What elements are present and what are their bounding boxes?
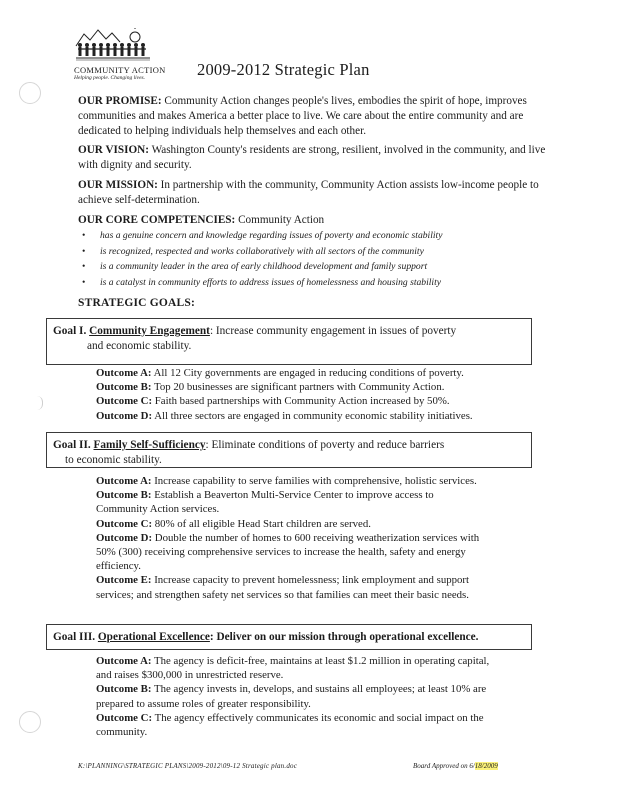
goal-1-label: Goal I. — [53, 325, 87, 337]
outcome-label: Outcome B: — [96, 381, 152, 394]
competencies-heading: OUR CORE COMPETENCIES: — [78, 214, 236, 226]
outcome-2b — [96, 488, 536, 516]
outcome-text: 80% of all eligible Head Start children are served. — [154, 517, 371, 530]
goal-3-outcomes — [96, 654, 536, 739]
outcome-3a — [96, 654, 536, 682]
outcome-2e — [96, 573, 536, 601]
outcome-text: Establish a Beaverton Multi-Service Center to improve access to — [154, 489, 434, 502]
promise-heading: OUR PROMISE: — [78, 95, 162, 107]
goal-2-label: Goal II. — [53, 439, 91, 451]
approval-date-highlight: 18/2009 — [474, 762, 498, 770]
goal-3-box — [46, 624, 532, 650]
outcome-text: Increase capability to serve families with comprehensive, holistic services. — [154, 475, 477, 487]
vision-heading: OUR VISION: — [78, 144, 149, 156]
outcome-3b — [96, 682, 536, 710]
goal-1-desc: : Increase community engagement in issues of poverty — [209, 325, 457, 337]
list-item: • is a community leader in the area of early childhood development and family support — [82, 259, 442, 275]
outcome-2c — [96, 517, 536, 531]
goal-2-box — [46, 432, 532, 468]
outcome-label: Outcome E: — [96, 574, 152, 587]
outcome-text-cont: 50% (300) receiving comprehensive services to increase the health, safety and energy — [96, 546, 466, 559]
outcome-text: The agency invests in, develops, and sustains all employees; at least 10% are — [154, 683, 487, 696]
outcome-label: Outcome D: — [96, 531, 153, 544]
list-item: • is recognized, respected and works collaboratively with all sectors of the community — [82, 244, 442, 260]
outcome-2a — [96, 474, 536, 488]
page-mark — [37, 396, 43, 410]
outcome-text: Faith based partnerships with Community Action increased by 50%. — [154, 395, 450, 408]
promise-text: Community Action changes people's lives, embodies the spirit of hope, improves communities and makes America a better place to live. We care about the entire community and are dedicated to helping individuals help themselves and each other. — [78, 95, 527, 137]
outcome-text-cont: services; and strengthen safety net services so that families can meet their basic needs. — [96, 588, 469, 601]
list-item: • has a genuine concern and knowledge regarding issues of poverty and economic stability — [82, 228, 442, 244]
outcome-text-cont: prepared to assume roles of greater responsibility. — [96, 697, 311, 710]
outcome-label: Outcome C: — [96, 711, 153, 724]
logo-tagline: Helping people. Changing lives. — [74, 75, 146, 81]
competencies-section — [78, 213, 548, 228]
outcome-text: Top 20 businesses are significant partners with Community Action. — [154, 381, 445, 394]
goal-2-name: Family Self-Sufficiency — [93, 439, 206, 451]
page-title: 2009-2012 Strategic Plan — [197, 60, 370, 79]
outcome-text-cont: efficiency. — [96, 560, 141, 573]
outcome-label: Outcome D: — [96, 409, 153, 422]
goal-2-desc: : Eliminate conditions of poverty and reduce barriers — [205, 439, 445, 451]
outcome-label: Outcome C: — [96, 395, 153, 408]
logo-name: COMMUNITY ACTION — [74, 65, 166, 75]
footer-file-path: K:\PLANNING\STRATEGIC PLANS\2009-2012\09-12 Strategic plan.doc — [78, 762, 298, 770]
outcome-text-cont: Community Action services. — [96, 503, 220, 516]
outcome-text: All 12 City governments are engaged in reducing conditions of poverty. — [153, 367, 464, 379]
goal-1-box — [46, 318, 532, 365]
outcome-label: Outcome C: — [96, 517, 153, 530]
promise-section — [78, 94, 548, 139]
outcome-text: The agency is deficit-free, maintains at least $1.2 million in operating capital, — [154, 655, 490, 667]
people-chain-icon — [74, 28, 156, 68]
outcome-label: Outcome A: — [96, 475, 152, 487]
goal-1-desc-cont: and economic stability. — [87, 339, 192, 352]
outcome-text: The agency effectively communicates its economic and social impact on the — [154, 711, 484, 724]
outcome-label: Outcome A: — [96, 367, 152, 379]
competencies-list — [82, 228, 442, 290]
approval-text: Board Approved on 6/ — [413, 762, 475, 770]
goal-1-name: Community Engagement — [89, 325, 210, 337]
outcome-1c — [96, 394, 536, 408]
outcome-text-cont: community. — [96, 726, 148, 739]
goal-3-label: Goal III. — [53, 631, 96, 643]
competencies-text: Community Action — [235, 214, 325, 226]
goal-2-desc-cont: to economic stability. — [65, 453, 162, 466]
goal-3-name: Operational Excellence — [97, 631, 210, 643]
outcome-3c — [96, 711, 536, 739]
footer-approval — [413, 762, 498, 770]
goal-1-outcomes — [96, 366, 536, 423]
outcome-label: Outcome B: — [96, 489, 152, 502]
outcome-1b — [96, 380, 536, 394]
outcome-1d — [96, 409, 536, 423]
mission-section — [78, 178, 548, 208]
punch-hole-top — [19, 82, 41, 104]
mission-heading: OUR MISSION: — [78, 179, 158, 191]
punch-hole-bottom — [19, 711, 41, 733]
outcome-1a — [96, 366, 536, 380]
outcome-text-cont: and raises $300,000 in unrestricted reserve. — [96, 669, 284, 682]
outcome-text: Double the number of homes to 600 receiving weatherization services with — [154, 531, 480, 544]
outcome-2d — [96, 531, 536, 574]
goal-2-outcomes — [96, 474, 536, 602]
strategic-goals-heading: STRATEGIC GOALS: — [78, 297, 196, 309]
mission-text: In partnership with the community, Community Action assists low-income people to achieve self-determination. — [78, 179, 539, 206]
logo-text — [74, 66, 166, 81]
list-item: • is a catalyst in community efforts to address issues of homelessness and housing stability — [82, 275, 442, 291]
outcome-text: All three sectors are engaged in community economic stability initiatives. — [154, 409, 473, 422]
vision-section — [78, 143, 548, 173]
vision-text: Washington County's residents are strong, resilient, involved in the community, and live with dignity and security. — [78, 144, 546, 171]
goal-3-desc: : Deliver on our mission through operational excellence. — [209, 631, 479, 643]
outcome-label: Outcome A: — [96, 655, 152, 667]
outcome-label: Outcome B: — [96, 683, 152, 696]
outcome-text: Increase capacity to prevent homelessness; link employment and support — [154, 574, 470, 587]
